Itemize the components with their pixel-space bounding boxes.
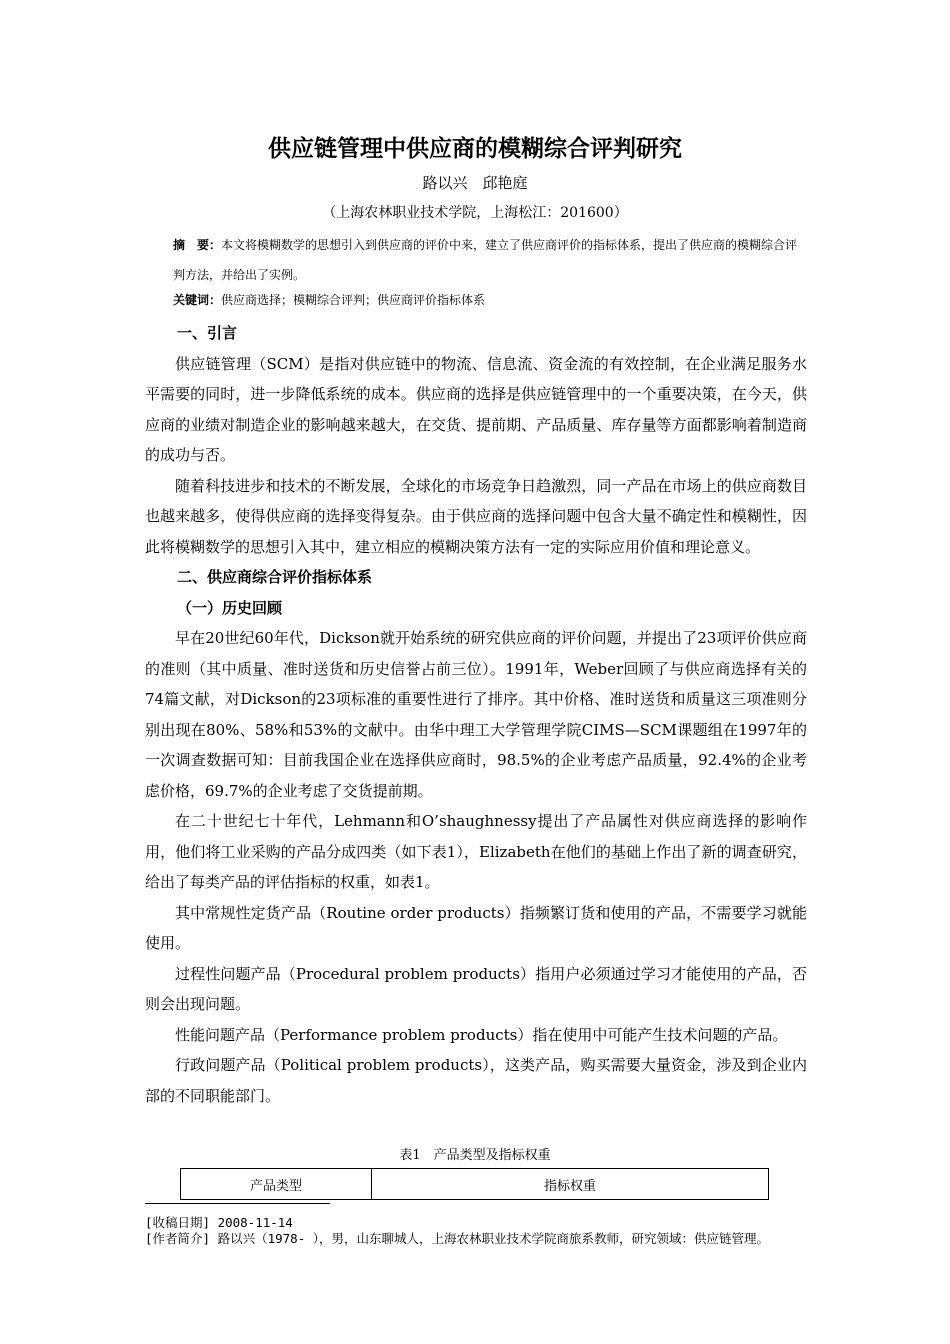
table-header-index-weight: 指标权重 xyxy=(372,1169,769,1200)
keywords-label: 关键词： xyxy=(173,293,222,307)
paragraph: 过程性问题产品（Procedural problem products）指用户必须通过学习才能使用的产品，否则会出现问题。 xyxy=(145,964,807,1013)
author-affiliation: （上海农林职业技术学院，上海松江：201600） xyxy=(322,205,628,221)
product-type-table xyxy=(180,1168,769,1200)
keywords-text: 供应商选择；模糊综合评判；供应商评价指标体系 xyxy=(221,293,486,307)
body-text xyxy=(145,318,807,1111)
footnote-author-bio: [作者简介] 路以兴（1978- ），男，山东聊城人，上海农林职业技术学院商旅系教师，研究领域：供应链管理。 xyxy=(145,1231,769,1246)
author-names: 路以兴 邱艳庭 xyxy=(422,174,528,192)
footnote-divider xyxy=(145,1203,330,1204)
paragraph: 行政问题产品（Political problem products），这类产品，购买需要大量资金，涉及到企业内部的不同职能部门。 xyxy=(145,1056,807,1105)
table-header-row xyxy=(181,1169,769,1200)
abstract-text: 本文将模糊数学的思想引入到供应商的评价中来，建立了供应商评价的指标体系，提出了供应商的模糊综合评判方法，并给出了实例。 xyxy=(173,238,798,282)
section-heading-indicator-system: 二、供应商综合评价指标体系 xyxy=(177,568,373,586)
paragraph: 其中常规性定货产品（Routine order products）指频繁订货和使用的产品，不需要学习就能使用。 xyxy=(145,903,807,952)
footnote-received-date: [收稿日期] 2008-11-14 xyxy=(145,1215,293,1230)
paragraph: 在二十世纪七十年代，Lehmann和O’shaughnessy提出了产品属性对供应商选择的影响作用，他们将工业采购的产品分成四类（如下表1），Elizabeth在他们的基础上作出了新的调查研究，给出了每类产品的评估指标的权重，如表1。 xyxy=(145,812,807,891)
subsection-heading-history: （一）历史回顾 xyxy=(177,598,283,617)
table-header-product-type: 产品类型 xyxy=(181,1169,372,1200)
section-heading-introduction: 一、引言 xyxy=(177,324,238,342)
footnotes xyxy=(145,1215,805,1247)
keywords xyxy=(173,290,809,310)
abstract-label: 摘 要： xyxy=(173,238,222,252)
paragraph: 供应链管理（SCM）是指对供应链中的物流、信息流、资金流的有效控制，在企业满足服务水平需要的同时，进一步降低系统的成本。供应商的选择是供应链管理中的一个重要决策，在今天，供应商的业绩对制造企业的影响越来越大，在交货、提前期、产品质量、库存量等方面都影响着制造商的成功与否。 xyxy=(145,354,807,464)
abstract xyxy=(173,230,809,290)
paragraph: 性能问题产品（Performance problem products）指在使用中可能产生技术问题的产品。 xyxy=(175,1025,788,1044)
table-caption: 表1 产品类型及指标权重 xyxy=(399,1148,551,1163)
paper-title: 供应链管理中供应商的模糊综合评判研究 xyxy=(268,136,682,162)
paragraph: 早在20世纪60年代，Dickson就开始系统的研究供应商的评价问题，并提出了23项评价供应商的准则（其中质量、准时送货和历史信誉占前三位）。1991年，Weber回顾了与供应商选择有关的74篇文献，对Dickson的23项标准的重要性进行了排序。其中价格、准时送货和质量这三项准则分别出现在80%、58%和53%的文献中。由华中理工大学管理学院CIMS—SCM课题组在1997年的一次调查数据可知：目前我国企业在选择供应商时，98.5%的企业考虑产品质量，92.4%的企业考虑价格，69.7%的企业考虑了交货提前期。 xyxy=(145,629,807,800)
paragraph: 随着科技进步和技术的不断发展，全球化的市场竞争日趋激烈，同一产品在市场上的供应商数目也越来越多，使得供应商的选择变得复杂。由于供应商的选择问题中包含大量不确定性和模糊性，因此将模糊数学的思想引入其中，建立相应的模糊决策方法有一定的实际应用价值和理论意义。 xyxy=(145,476,807,556)
